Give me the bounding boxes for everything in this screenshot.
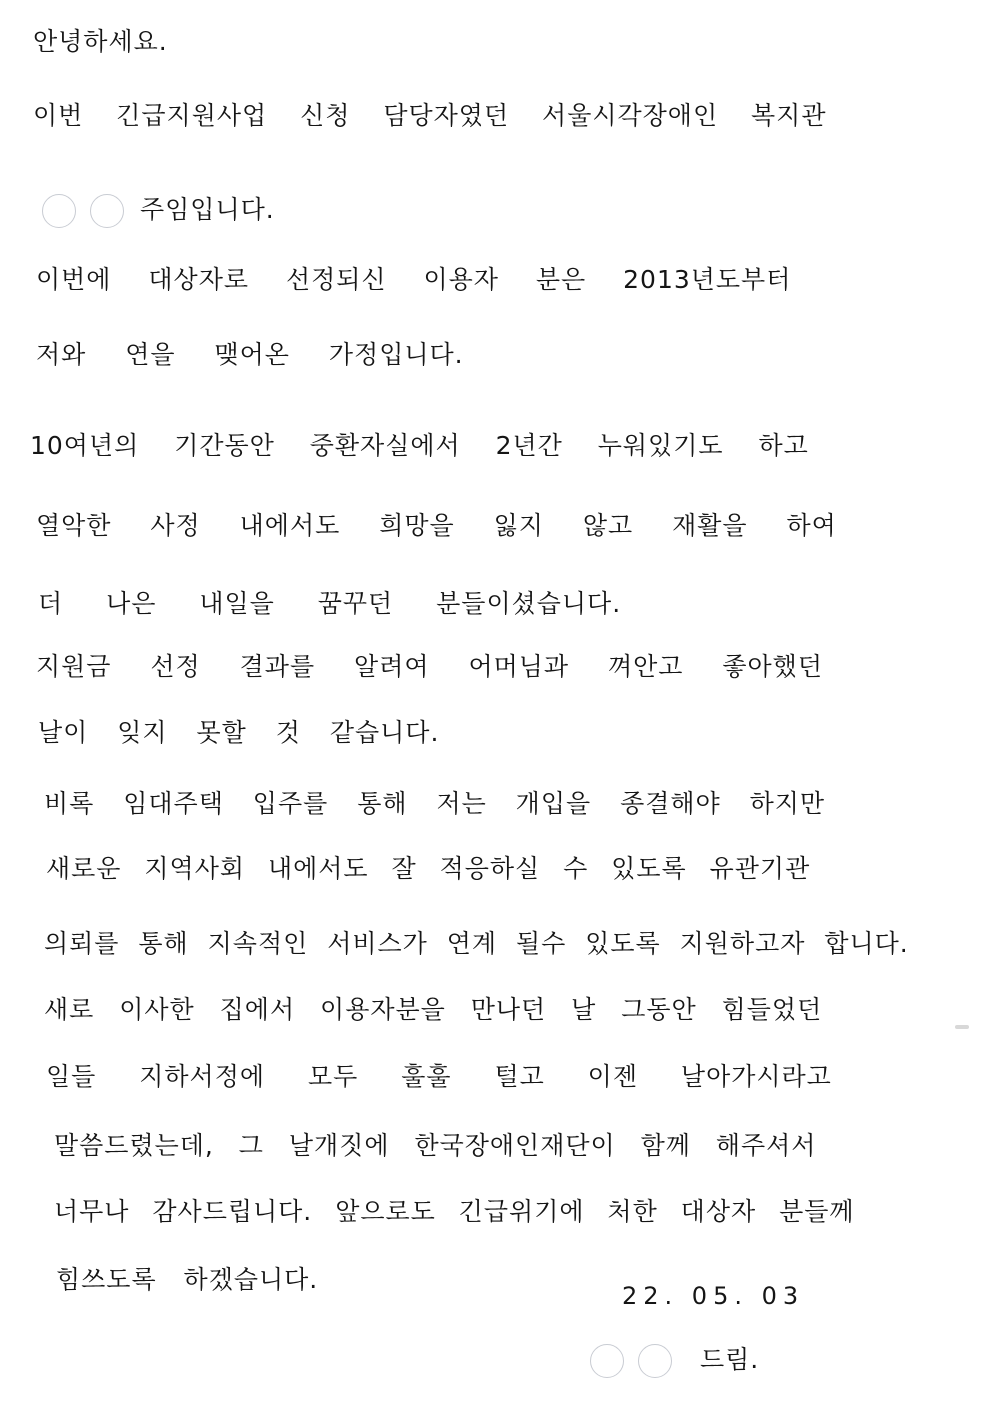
letter-line: 의뢰를 통해 지속적인 서비스가 연계 될수 있도록 지원하고자 합니다. (44, 929, 909, 958)
letter-closing: 드림. (700, 1345, 760, 1374)
letter-line: 힘쓰도록 하겠습니다. (56, 1265, 319, 1294)
letter-line: 너무나 감사드립니다. 앞으로도 긴급위기에 처한 대상자 분들께 (54, 1197, 855, 1226)
letter-line: 이번 긴급지원사업 신청 담당자였던 서울시각장애인 복지관 (33, 101, 827, 130)
letter-line: 날이 잊지 못할 것 같습니다. (38, 718, 440, 747)
letter-line: 이번에 대상자로 선정되신 이용자 분은 2013년도부터 (36, 265, 792, 294)
letter-line: 일들 지하서정에 모두 훌훌 털고 이젠 날아가시라고 (46, 1062, 832, 1091)
letter-line: 말씀드렸는데, 그 날개짓에 한국장애인재단이 함께 해주셔서 (54, 1131, 817, 1160)
letter-line: 비록 임대주택 입주를 통해 저는 개입을 종결해야 하지만 (44, 789, 826, 818)
redacted-name-mark (90, 194, 124, 228)
letter-line: 10여년의 기간동안 중환자실에서 2년간 누워있기도 하고 (30, 431, 809, 460)
redacted-name-mark (42, 194, 76, 228)
letter-line: 주임입니다. (140, 195, 275, 224)
letter-line: 지원금 선정 결과를 알려여 어머님과 껴안고 좋아했던 (36, 652, 823, 681)
letter-line: 더 나은 내일을 꿈꾸던 분들이셨습니다. (38, 589, 622, 618)
redacted-name-mark (590, 1344, 624, 1378)
letter-line: 열악한 사정 내에서도 희망을 잃지 않고 재활을 하여 (36, 511, 837, 540)
letter-line: 새로운 지역사회 내에서도 잘 적응하실 수 있도록 유관기관 (46, 854, 811, 883)
paper-smudge (955, 1025, 969, 1029)
redacted-name-mark (638, 1344, 672, 1378)
letter-date: 22. 05. 03 (622, 1282, 805, 1310)
letter-line: 저와 연을 맺어온 가정입니다. (36, 340, 464, 369)
letter-line: 새로 이사한 집에서 이용자분을 만나던 날 그동안 힘들었던 (44, 995, 823, 1024)
letter-greeting: 안녕하세요. (33, 27, 168, 56)
